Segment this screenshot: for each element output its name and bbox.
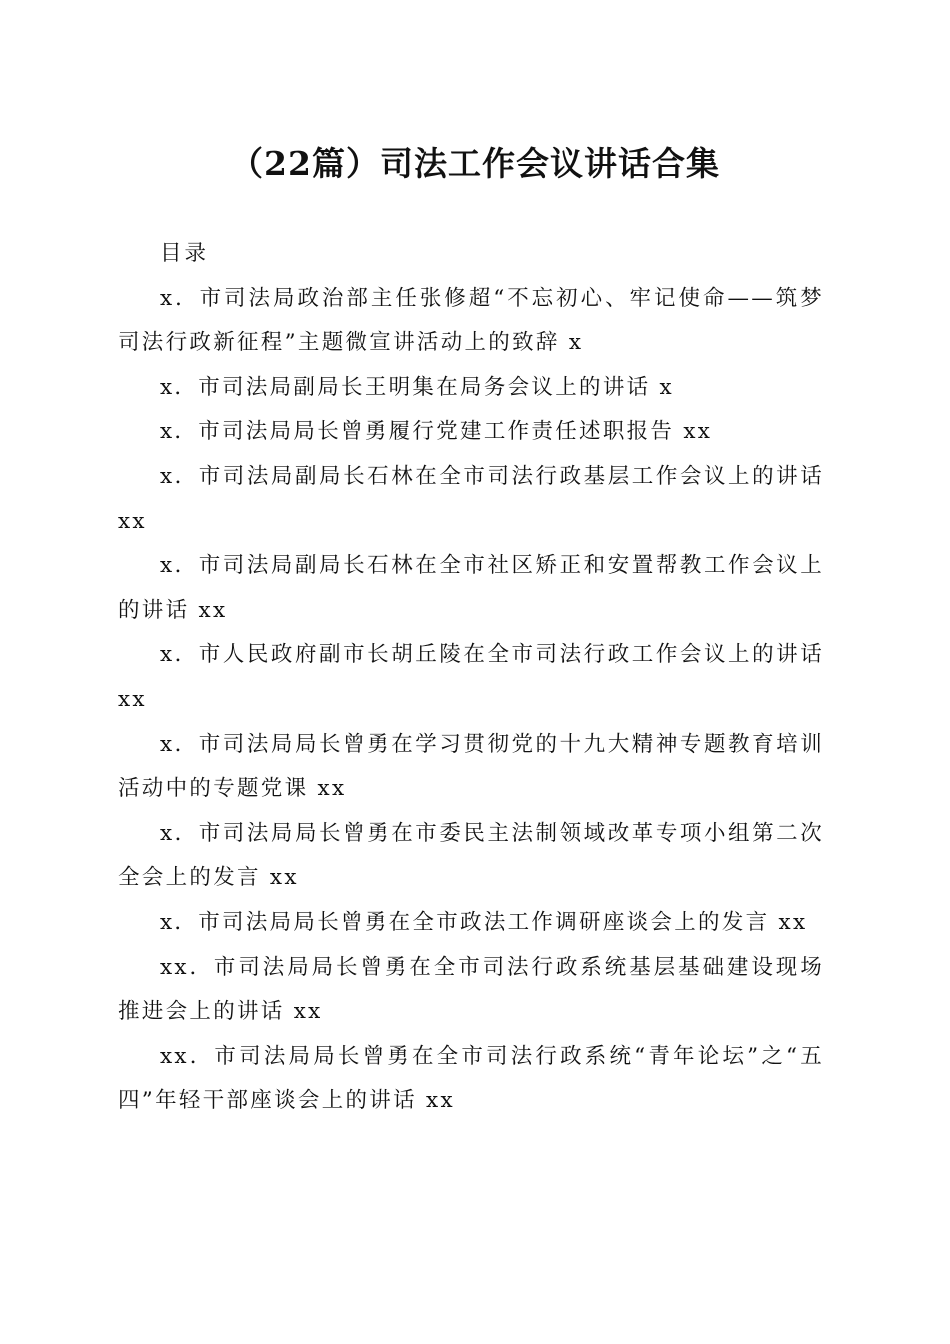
toc-item: x．市司法局局长曾勇履行党建工作责任述职报告 xx: [160, 419, 713, 445]
table-of-contents: [118, 232, 824, 1124]
toc-item: x．市人民政府副市长胡丘陵在全市司法行政工作会议上的讲话 xx: [118, 642, 824, 712]
document-title: （22篇）司法工作会议讲话合集: [230, 144, 720, 183]
toc-item: x．市司法局局长曾勇在学习贯彻党的十九大精神专题教育培训活动中的专题党课 xx: [118, 731, 824, 802]
toc-heading: 目录: [160, 241, 210, 266]
toc-item: x．市司法局政治部主任张修超“不忘初心、牢记使命——筑梦司法行政新征程”主题微宣讲活动上的致辞 x: [118, 285, 824, 356]
toc-item: xx．市司法局局长曾勇在全市司法行政系统基层基础建设现场推进会上的讲话 xx: [118, 954, 824, 1025]
toc-item: x．市司法局副局长石林在全市司法行政基层工作会议上的讲话 xx: [118, 463, 824, 534]
toc-item: x．市司法局局长曾勇在市委民主法制领域改革专项小组第二次全会上的发言 xx: [118, 820, 824, 891]
toc-item: x．市司法局副局长王明集在局务会议上的讲话 x: [160, 374, 674, 400]
toc-item: x．市司法局副局长石林在全市社区矫正和安置帮教工作会议上的讲话 xx: [118, 553, 824, 623]
toc-item: xx．市司法局局长曾勇在全市司法行政系统“青年论坛”之“五四”年轻干部座谈会上的讲话 xx: [118, 1043, 824, 1114]
toc-item: x．市司法局局长曾勇在全市政法工作调研座谈会上的发言 xx: [160, 909, 808, 935]
